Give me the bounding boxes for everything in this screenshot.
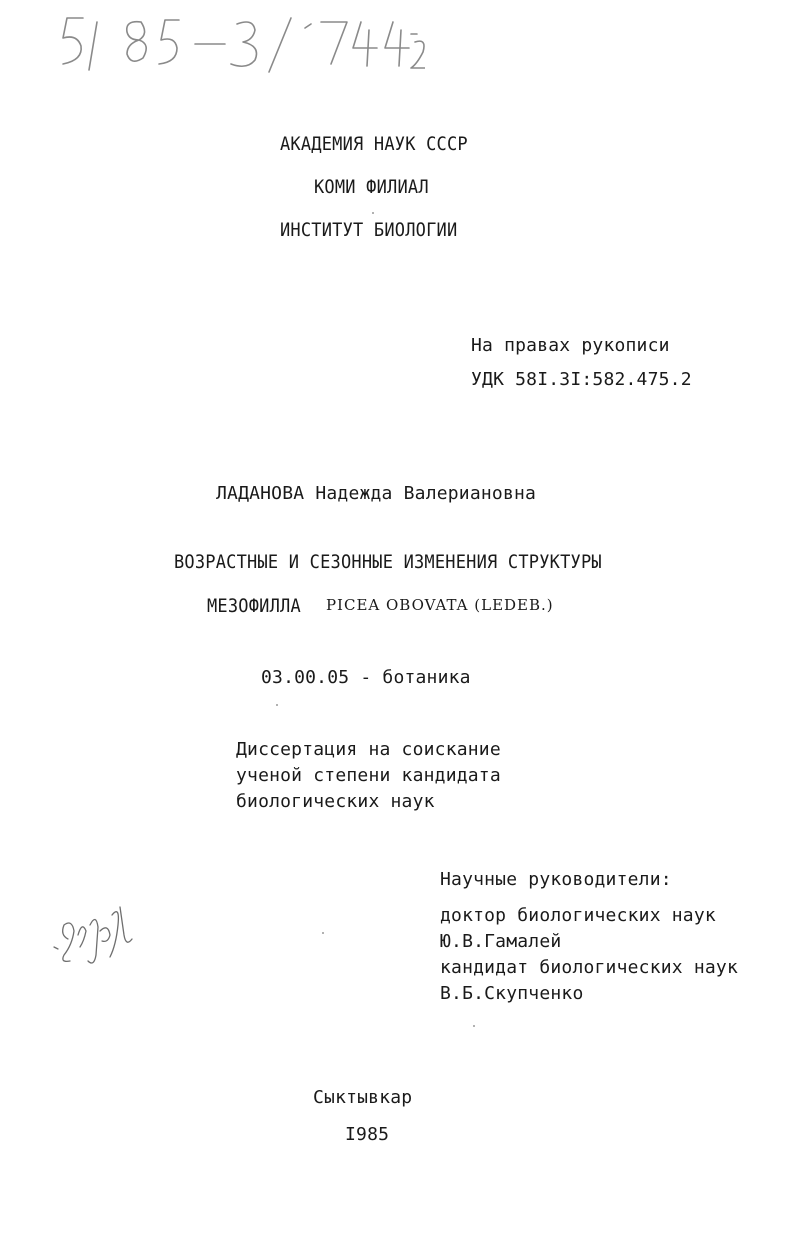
institute-name: ИНСТИТУТ БИОЛОГИИ [280,219,458,242]
supervisor-2-title: кандидат биологических наук [440,957,738,978]
scan-speck [276,704,278,706]
scan-speck [473,1025,475,1027]
branch-name: КОМИ ФИЛИАЛ [314,176,429,199]
manuscript-rights: На правах рукописи [471,335,670,356]
handwritten-signature [50,895,135,980]
supervisor-1-name: Ю.В.Гамалей [440,931,562,952]
supervisor-2-name: В.Б.Скупченко [440,983,584,1004]
year: I985 [345,1124,390,1145]
dissertation-desc-line-2: ученой степени кандидата [236,765,501,786]
species-name: PICEA OBOVATA (LEDEB.) [325,596,554,614]
udc-code: УДК 58I.3I:582.475.2 [471,369,692,390]
dissertation-desc-line-1: Диссертация на соискание [236,739,501,760]
author-name: ЛАДАНОВА Надежда Валериановна [216,483,537,504]
city: Сыктывкар [313,1087,413,1108]
dissertation-desc-line-3: биологических наук [236,791,435,812]
supervisors-heading: Научные руководители: [440,869,672,890]
specialty-code: 03.00.05 - ботаника [261,667,471,688]
dissertation-title-line-1: ВОЗРАСТНЫЕ И СЕЗОННЫЕ ИЗМЕНЕНИЯ СТРУКТУРЫ [174,551,602,574]
handwritten-archive-number [55,8,425,78]
scan-speck [372,212,374,214]
academy-name: АКАДЕМИЯ НАУК СССР [280,133,468,156]
scan-speck [322,932,324,934]
title-prefix: МЕЗОФИЛЛА [207,595,301,618]
dissertation-title-line-2 [207,594,554,616]
supervisor-1-title: доктор биологических наук [440,905,716,926]
